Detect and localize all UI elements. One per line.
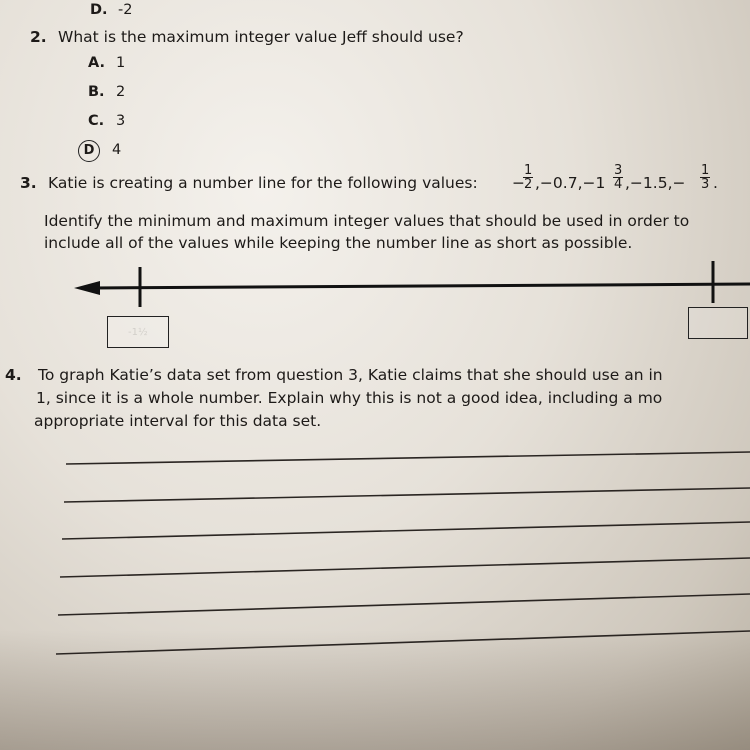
answer-line-3 (62, 522, 750, 539)
q3-value-1-fraction (523, 164, 533, 191)
answer-box-maximum[interactable] (688, 307, 748, 339)
answer-line-5 (58, 594, 750, 615)
q2-number: 2. (30, 28, 47, 46)
answer-box-minimum-faint-text: -1½ (128, 327, 148, 338)
number-line (0, 255, 750, 315)
answer-line-4 (60, 558, 750, 577)
q3-value-3-numerator: 3 (614, 163, 623, 178)
q2-option-b-value: 2 (116, 84, 126, 100)
q4-number: 4. (5, 366, 22, 384)
q4-line-3: appropriate interval for this data set. (34, 412, 322, 430)
answer-lines[interactable] (0, 440, 750, 670)
q2-option-a-letter: A. (88, 55, 105, 71)
q3-values-middle: ,−0.7,−1 (535, 174, 606, 192)
q3-value-1-numerator: 1 (524, 163, 533, 178)
q3-value-5-numerator: 1 (701, 163, 710, 178)
q3-value-3-denominator: 4 (614, 177, 623, 192)
q3-value-5-fraction (700, 164, 710, 191)
q2-option-c-value: 3 (116, 113, 126, 129)
answer-line-6 (56, 631, 750, 654)
q1-option-d-value: -2 (118, 2, 133, 18)
q2-option-c-letter: C. (88, 113, 105, 129)
answer-box-minimum[interactable] (107, 316, 169, 348)
q3-instruction-line-2: include all of the values while keeping the number line as short as possible. (44, 234, 633, 252)
q3-value-5-denominator: 3 (701, 177, 710, 192)
number-line-axis (92, 284, 750, 288)
q3-values-end: . (713, 174, 718, 192)
answer-line-2 (64, 488, 750, 502)
q3-number: 3. (20, 174, 37, 192)
answer-line-1 (66, 452, 750, 464)
q2-option-b-letter: B. (88, 84, 105, 100)
q4-line-2: 1, since it is a whole number. Explain why this is not a good idea, including a mo (36, 389, 663, 407)
q3-value-1-sign: − (512, 174, 525, 192)
q2-text: What is the maximum integer value Jeff should use? (58, 28, 464, 46)
q3-text: Katie is creating a number line for the following values: (48, 174, 478, 192)
q3-value-3-fraction (613, 164, 623, 191)
q2-option-a-value: 1 (116, 55, 126, 71)
q2-option-d-value: 4 (112, 142, 122, 158)
q1-option-d-letter: D. (90, 2, 108, 18)
number-line-arrow-left (74, 281, 100, 295)
q4-line-1: To graph Katie’s data set from question 3, Katie claims that she should use an in (38, 366, 663, 384)
q3-value-1-denominator: 2 (524, 177, 533, 192)
q3-instruction-line-1: Identify the minimum and maximum integer values that should be used in order to (44, 212, 690, 230)
q3-values-tail: ,−1.5,− (625, 174, 686, 192)
q2-option-d-circled-letter: D (78, 140, 100, 162)
